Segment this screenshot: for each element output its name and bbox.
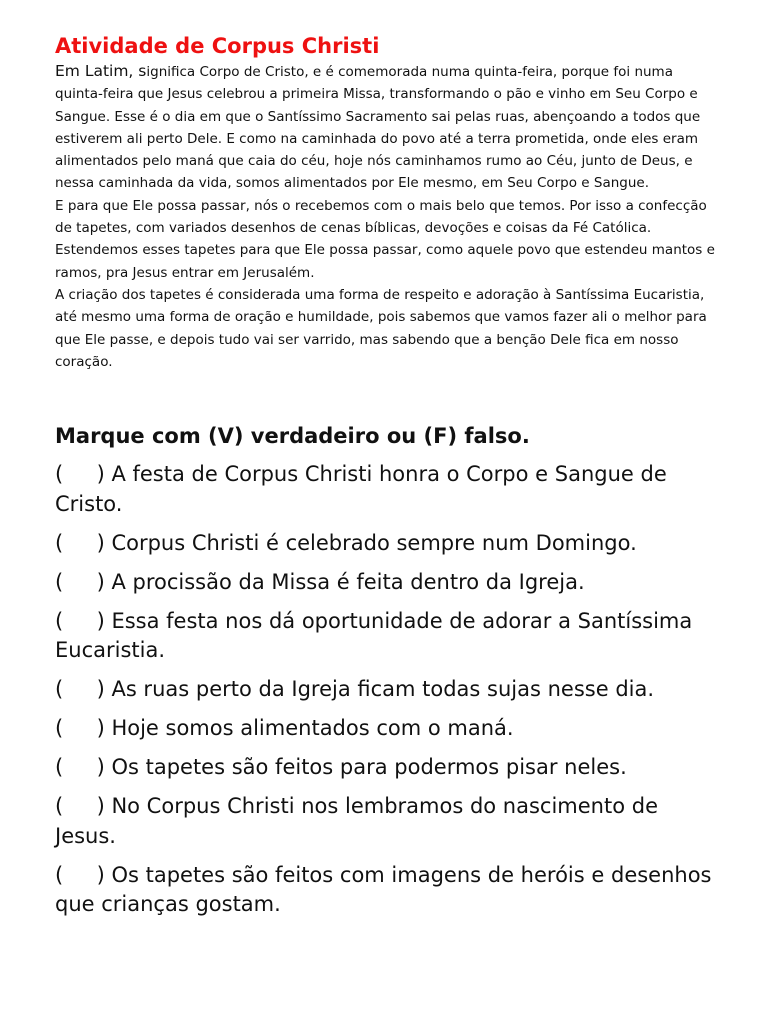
question-text: Os tapetes são feitos com imagens de heróis e desenhos que crianças gostam. — [55, 862, 712, 916]
question-text: As ruas perto da Igreja ficam todas sujas nesse dia. — [111, 677, 655, 701]
intro-text — [55, 60, 715, 373]
question-text: Hoje somos alimentados com o maná. — [111, 716, 514, 740]
answer-blank[interactable]: ( ) — [55, 677, 105, 701]
question-text: A procissão da Missa é feita dentro da Igreja. — [111, 569, 585, 594]
intro-paragraph-1: ignifica Corpo de Cristo, e é comemorada numa quinta-feira, porque foi numa quinta-feira que Jesus celebrou a primeira Missa, transformando o pão e vinho em Seu Corpo e Sangue. Esse é o dia em que o Santíssimo Sacramento sai pelas ruas, abençoando a todos que estiverem ali perto Dele. E como na caminhada do povo até a terra prometida, onde eles eram alimentados pelo maná que caia do céu, hoje nós caminhamos rumo ao Céu, junto de Deus, e nessa caminhada da vida, somos alimentados por Ele mesmo, em Seu Corpo e Sangue. — [55, 64, 701, 192]
question-text: No Corpus Christi nos lembramos do nascimento de Jesus. — [55, 794, 658, 848]
answer-blank[interactable]: ( ) — [55, 569, 105, 594]
intro-lead: Em Latim, s — [55, 62, 147, 80]
exercise-heading: Marque com (V) verdadeiro ou (F) falso. — [55, 424, 530, 448]
question-item — [55, 675, 715, 705]
question-list — [55, 460, 715, 929]
question-item — [55, 753, 715, 783]
question-item — [55, 568, 715, 598]
question-text: A festa de Corpus Christi honra o Corpo e Sangue de Cristo. — [55, 462, 667, 516]
question-text: Essa festa nos dá oportunidade de adorar a Santíssima Eucaristia. — [55, 608, 693, 662]
answer-blank[interactable]: ( ) — [55, 862, 105, 887]
answer-blank[interactable]: ( ) — [55, 530, 105, 555]
question-item — [55, 861, 715, 920]
answer-blank[interactable]: ( ) — [55, 716, 105, 740]
question-text: Corpus Christi é celebrado sempre num Domingo. — [111, 530, 637, 555]
question-item — [55, 529, 715, 559]
question-item — [55, 714, 715, 744]
question-item — [55, 460, 715, 519]
answer-blank[interactable]: ( ) — [55, 755, 105, 779]
answer-blank[interactable]: ( ) — [55, 608, 105, 633]
question-text: Os tapetes são feitos para podermos pisar neles. — [111, 755, 627, 779]
question-item — [55, 607, 715, 666]
document-title: Atividade de Corpus Christi — [55, 34, 380, 58]
intro-paragraph-2: E para que Ele possa passar, nós o recebemos com o mais belo que temos. Por isso a confecção de tapetes, com variados desenhos de cenas bíblicas, devoções e coisas da Fé Católica. Estendemos esses tapetes para que Ele possa passar, como aquele povo que estendeu mantos e ramos, pra Jesus entrar em Jerusalém. — [55, 197, 715, 281]
intro-paragraph-3: A criação dos tapetes é considerada uma forma de respeito e adoração à Santíssima Eucaristia, até mesmo uma forma de oração e humildade, pois sabemos que vamos fazer ali o melhor para que Ele passe, e depois tudo vai ser varrido, mas sabendo que a benção Dele fica em nosso coração. — [55, 286, 707, 370]
answer-blank[interactable]: ( ) — [55, 794, 105, 818]
document-page — [55, 32, 715, 916]
answer-blank[interactable]: ( ) — [55, 462, 105, 486]
question-item — [55, 792, 715, 851]
